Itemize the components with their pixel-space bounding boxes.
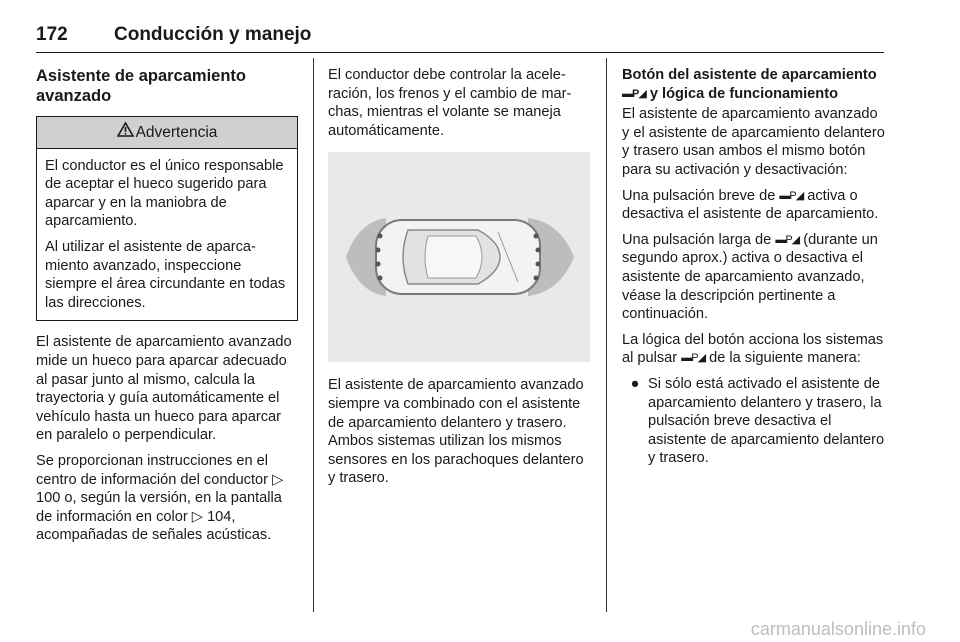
column-middle	[328, 66, 590, 495]
parking-assist-icon: ▬P◢	[622, 87, 646, 100]
watermark: carmanualsonline.info	[750, 619, 926, 639]
warning-triangle-icon	[117, 122, 134, 143]
parking-sensor-illustration	[328, 152, 590, 362]
column-divider	[606, 58, 607, 612]
section-title: Asistente de aparcamiento avanzado	[36, 67, 246, 105]
body-paragraph: Una pulsación breve de ▬P◢ activa o desactiva el asistente de aparcamiento.	[622, 187, 879, 223]
page-reference[interactable]: ▷ 104	[191, 508, 232, 525]
page-reference[interactable]: ▷ 100	[36, 471, 284, 507]
body-paragraph: Una pulsación larga de ▬P◢ (durante un segundo aprox.) activa o desactiva el asistente de aparcamiento avanzado, véase la descripción pertinente a continuación.	[622, 231, 878, 323]
body-paragraph: El conductor debe controlar la aceleración, los frenos y el cambio de marchas, mientras el volante se maneja automáticamente.	[328, 67, 572, 139]
column-right	[622, 66, 886, 468]
parking-assist-icon: ▬P◢	[779, 189, 804, 202]
arrow-icon: ▷	[272, 471, 284, 488]
column-divider	[313, 58, 314, 612]
parking-assist-icon: ▬P◢	[681, 352, 706, 365]
warning-header	[37, 117, 297, 149]
bullet-icon: ●	[630, 375, 640, 392]
column-left	[36, 66, 298, 552]
list-item: ● Si sólo está activado el asistente de aparcamiento delantero y trasero, la pulsación breve desactiva el asistente de aparcamiento delantero y trasero.	[622, 375, 886, 468]
warning-heading: Advertencia	[135, 124, 218, 141]
body-paragraph: La lógica del botón acciona los sistemas al pulsar ▬P◢ de la siguiente manera:	[622, 331, 884, 367]
parking-assist-icon: ▬P◢	[775, 233, 800, 246]
body-paragraph: El asistente de aparcamiento avanzado y el asistente de aparcamiento delantero y trasero usan ambos el mismo botón para su activación y desactivación:	[622, 106, 885, 178]
warning-box	[36, 116, 298, 321]
chapter-title: Conducción y manejo	[114, 24, 312, 45]
page-header	[36, 22, 884, 53]
body-paragraph: Se proporcionan instrucciones en el centro de información del conductor ▷ 100 o, según la versión, en la pantalla de información en color ▷ 104, acompañadas de señales acústicas.	[36, 452, 284, 544]
body-paragraph: El asistente de aparcamiento avanzado siempre va combinado con el asistente de aparcamiento delantero y trasero. Ambos sistemas utilizan los mismos sensores en los parachoques delantero y trasero.	[328, 377, 584, 487]
page-number: 172	[36, 24, 68, 45]
body-paragraph: El asistente de aparcamiento avanzado mide un hueco para aparcar adecuado al pasar junto al mismo, calcula la trayectoria y guía automáticamente el vehículo hasta un hueco para aparcar en paralelo o perpendicular.	[36, 334, 292, 444]
warning-paragraph: El conductor es el único responsable de aceptar el hueco sugerido para aparcar y en la maniobra de aparcamiento.	[45, 157, 284, 230]
subsection-heading: Botón del asistente de aparcamiento ▬P◢ y lógica de funcionamiento	[622, 67, 877, 102]
warning-paragraph: Al utilizar el asistente de aparcamiento avanzado, inspeccione siempre el área circundante en todas las direcciones.	[45, 238, 286, 311]
arrow-icon: ▷	[191, 508, 203, 525]
